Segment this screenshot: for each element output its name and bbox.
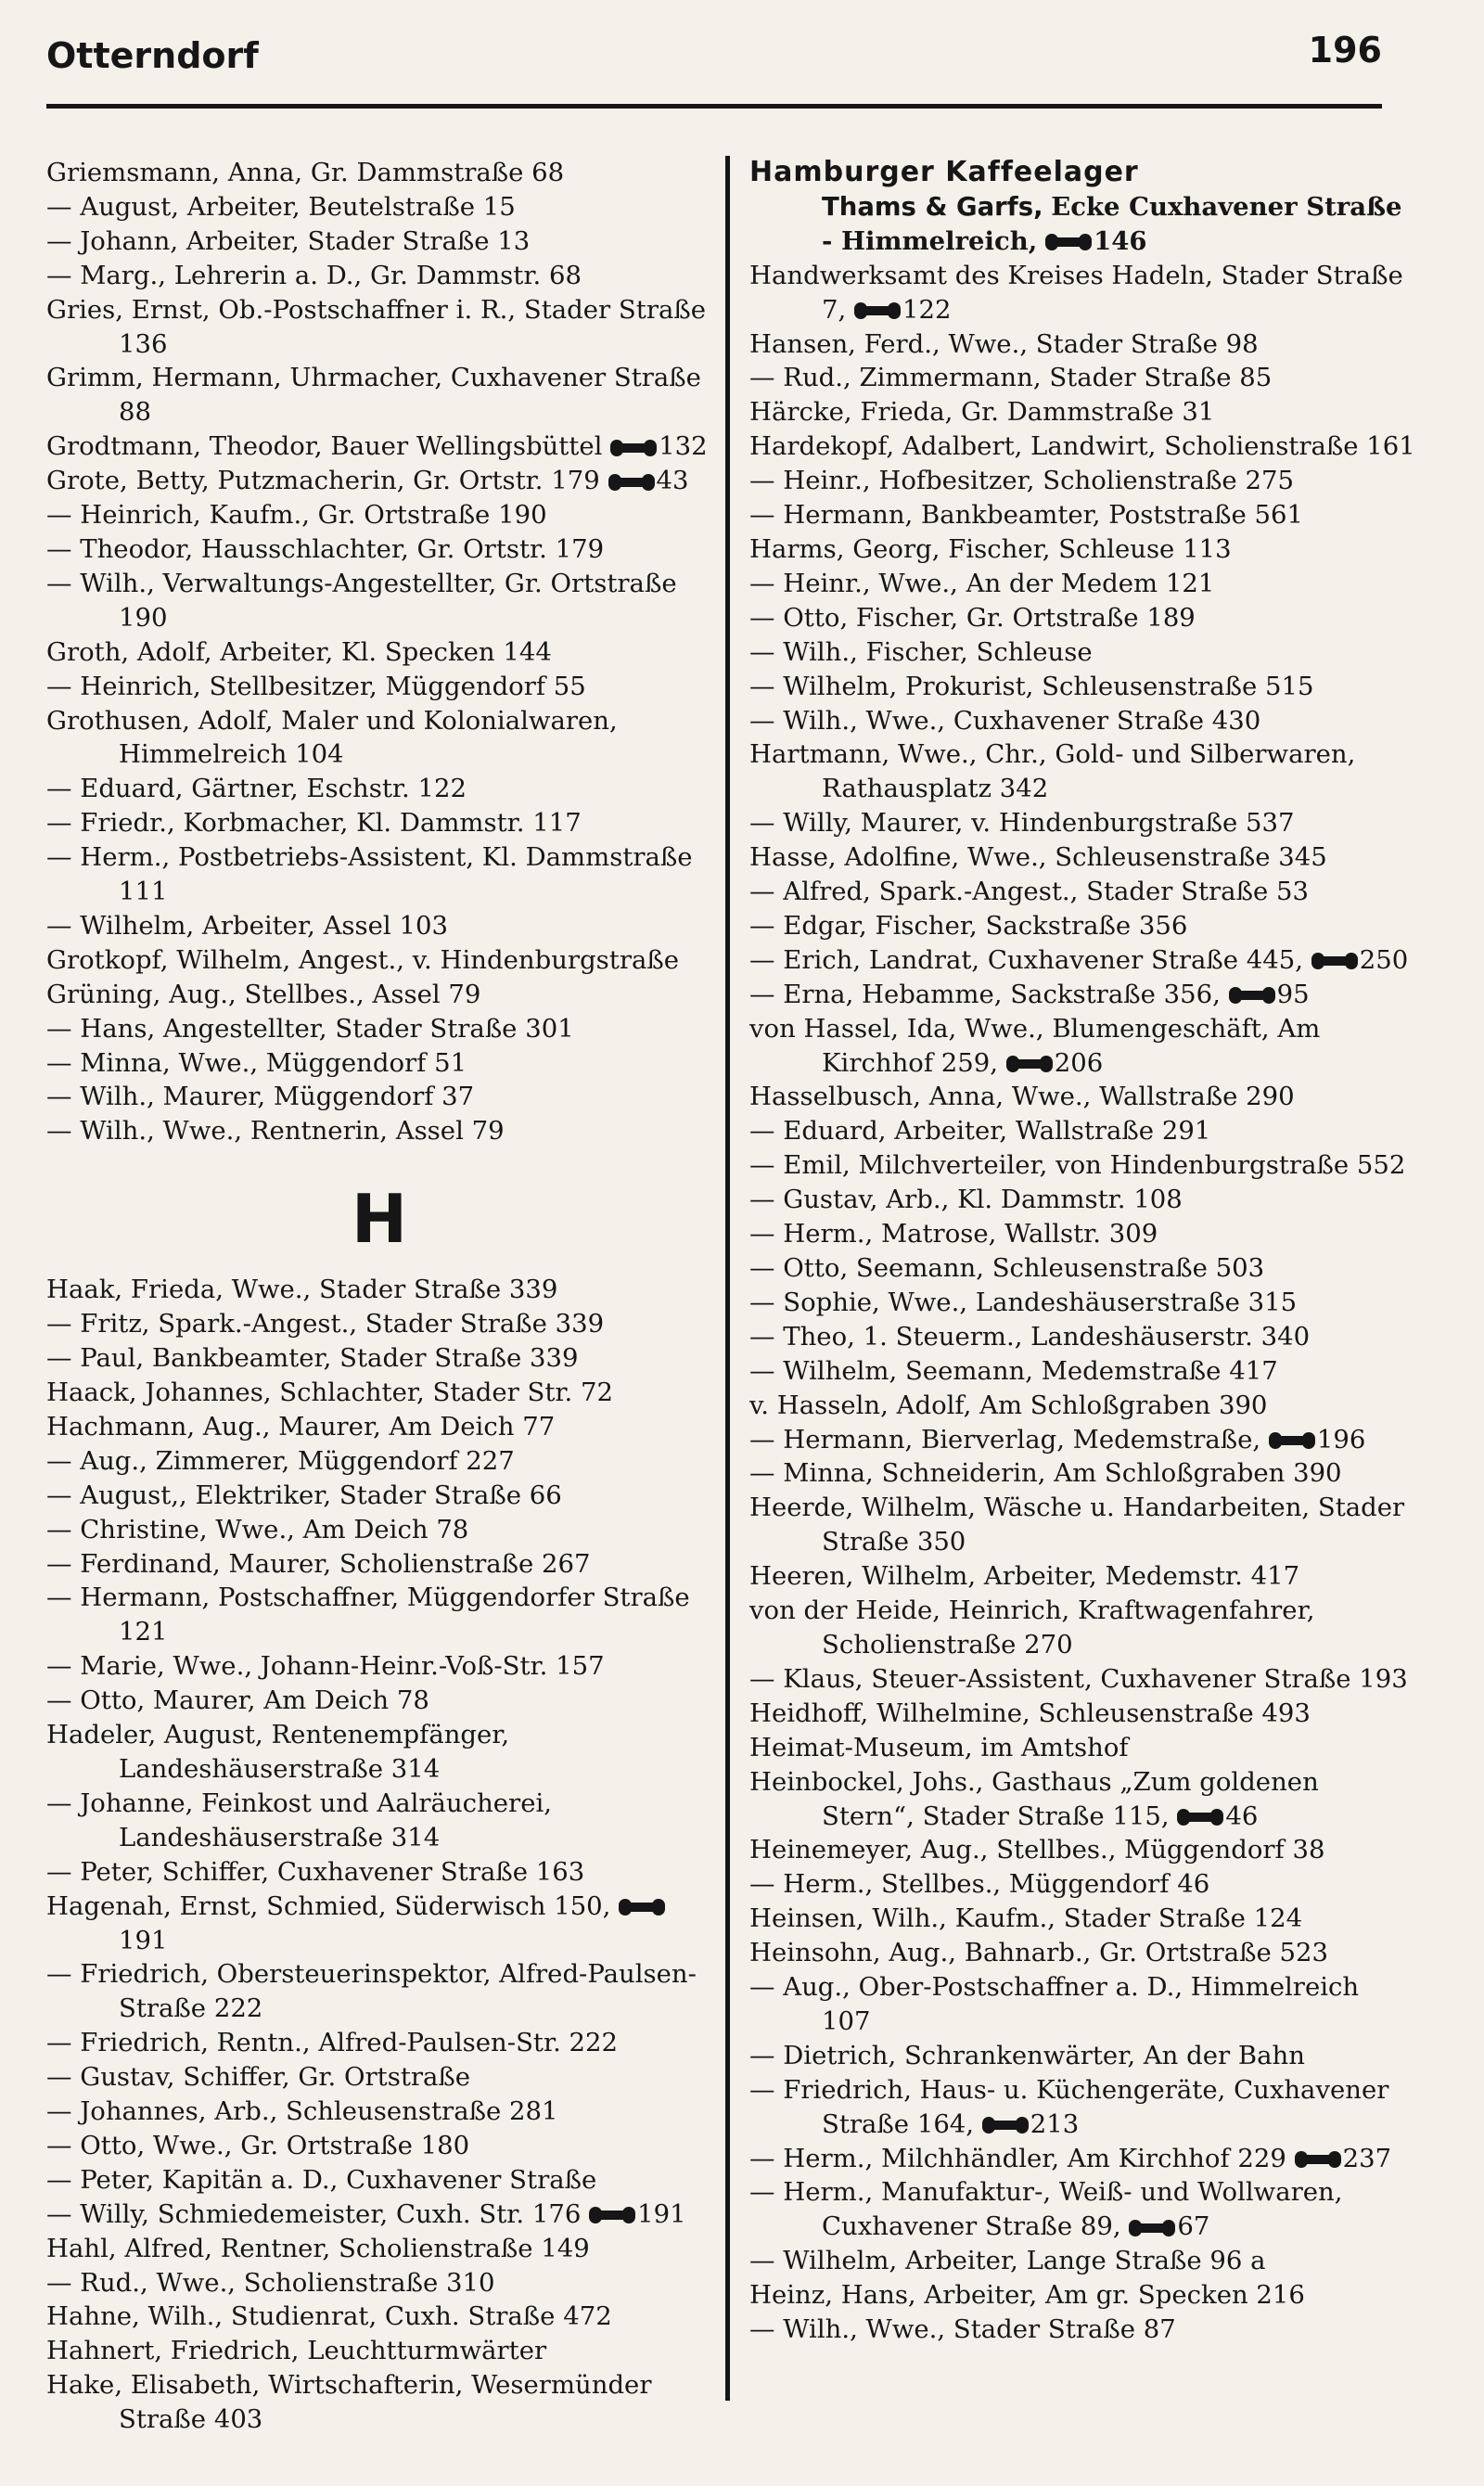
directory-entry (46, 224, 712, 259)
entry-text: Heinsen, Wilh., Kaufm., Stader Straße 124 (749, 1903, 1303, 1934)
entry-text: v. Hasseln, Adolf, Am Schloßgraben 390 (749, 1390, 1268, 1420)
directory-entry (749, 1354, 1415, 1389)
directory-entry (46, 2163, 712, 2198)
directory-entry (749, 1286, 1415, 1320)
entry-text: Hagenah, Ernst, Schmied, Süderwisch 150, (46, 1890, 611, 1921)
entry-text: — Wilh., Wwe., Stader Straße 87 (749, 2314, 1176, 2345)
directory-entry (749, 978, 1415, 1012)
entry-text: — Wilh., Wwe., Cuxhavener Straße 430 (749, 705, 1261, 736)
left-entries-h (46, 1273, 712, 2437)
entry-text: — Johann, Arbeiter, Stader Straße 13 (46, 225, 531, 256)
telephone-receiver-icon (593, 2210, 632, 2220)
entry-text: — Wilhelm, Prokurist, Schleusenstraße 515 (749, 671, 1314, 701)
entry-text: — Herm., Manufaktur-, Weiß- und Wollwaren, Cuxhavener Straße 89, (749, 2177, 1343, 2242)
directory-entry (46, 943, 712, 978)
directory-entry (46, 1114, 712, 1148)
phone-number: 237 (1342, 2143, 1392, 2173)
page-header (46, 30, 1382, 102)
directory-entry (46, 156, 712, 190)
entry-text: Heidhoff, Wilhelmine, Schleusenstraße 493 (749, 1698, 1311, 1728)
right-entries (749, 259, 1415, 2347)
directory-entry (749, 1697, 1415, 1731)
directory-entry (749, 2244, 1415, 2278)
entry-text: — Aug., Zimmerer, Müggendorf 227 (46, 1445, 515, 1476)
entry-text: — Alfred, Spark.-Angest., Stader Straße 53 (749, 877, 1309, 907)
entry-text: — Peter, Kapitän a. D., Cuxhavener Straße (46, 2164, 597, 2195)
entry-text: — Wilhelm, Seemann, Medemstraße 417 (749, 1355, 1278, 1386)
directory-entry (749, 1491, 1415, 1559)
entry-text: Heinemeyer, Aug., Stellbes., Müggendorf 38 (749, 1835, 1325, 1865)
directory-entry (749, 1594, 1415, 1662)
entry-text: — Otto, Seemann, Schleusenstraße 503 (749, 1253, 1265, 1283)
entry-text: Gries, Ernst, Ob.-Postschaffner i. R., Stader Straße 136 (46, 294, 707, 359)
directory-entry (46, 2129, 712, 2163)
directory-entry (749, 361, 1415, 395)
directory-entry (46, 190, 712, 224)
entry-text: — August, Arbeiter, Beutelstraße 15 (46, 191, 516, 222)
directory-entry (749, 327, 1415, 362)
entry-text: — Minna, Schneiderin, Am Schloßgraben 390 (749, 1458, 1342, 1489)
entry-text: — Fritz, Spark.-Angest., Stader Straße 339 (46, 1309, 605, 1339)
entry-text: — Ferdinand, Maurer, Scholienstraße 267 (46, 1548, 591, 1579)
directory-entry (46, 259, 712, 293)
directory-entry (749, 909, 1415, 943)
phone-number: 43 (656, 466, 689, 496)
directory-entry (749, 1970, 1415, 2039)
directory-entry (46, 1080, 712, 1114)
directory-entry (46, 361, 712, 429)
entry-text: — Wilhelm, Arbeiter, Lange Straße 96 a (749, 2246, 1266, 2276)
entry-text: von Hassel, Ida, Wwe., Blumengeschäft, Am Kirchhof 259, (749, 1013, 1321, 1078)
right-column (749, 156, 1415, 2347)
entry-text: — Wilh., Fischer, Schleuse (749, 636, 1093, 667)
directory-entry (749, 2039, 1415, 2073)
telephone-receiver-icon (612, 478, 651, 487)
telephone-receiver-icon (1315, 956, 1354, 966)
page-number: 196 (1308, 30, 1382, 70)
directory-entry (749, 464, 1415, 498)
entry-text: — Otto, Fischer, Gr. Ortstraße 189 (749, 602, 1196, 633)
directory-entry (749, 1389, 1415, 1423)
directory-entry (46, 1444, 712, 1479)
directory-entry (749, 395, 1415, 429)
entry-text: — Eduard, Arbeiter, Wallstraße 291 (749, 1116, 1211, 1147)
entry-text: — Herm., Postbetriebs-Assistent, Kl. Dammstraße 111 (46, 842, 693, 907)
phone-number: 206 (1054, 1047, 1104, 1078)
directory-entry (46, 1273, 712, 1307)
directory-entry (46, 1855, 712, 1890)
entry-text: Haak, Frieda, Wwe., Stader Straße 339 (46, 1275, 558, 1305)
directory-entry (749, 2313, 1415, 2347)
entry-text: Haack, Johannes, Schlachter, Stader Str. 72 (46, 1378, 614, 1407)
entry-text: Grotkopf, Wilhelm, Angest., v. Hindenburgstraße (46, 944, 680, 975)
phone-number: 132 (659, 431, 708, 462)
directory-entry (749, 1114, 1415, 1148)
directory-entry (749, 1662, 1415, 1697)
directory-entry (749, 875, 1415, 909)
entry-text: Heerde, Wilhelm, Wäsche u. Handarbeiten, Stader Straße 350 (749, 1493, 1405, 1557)
directory-entry (749, 1456, 1415, 1491)
directory-entry (749, 1902, 1415, 1936)
entry-text: — August,, Elektriker, Stader Straße 66 (46, 1480, 562, 1510)
entry-text: Heinz, Hans, Arbeiter, Am gr. Specken 216 (749, 2280, 1305, 2311)
entry-text: — Willy, Maurer, v. Hindenburgstraße 537 (749, 808, 1295, 839)
telephone-receiver-icon (614, 443, 653, 453)
entry-text: — Erich, Landrat, Cuxhavener Straße 445, (749, 944, 1303, 975)
telephone-receiver-icon (1233, 991, 1272, 1000)
directory-entry (46, 1787, 712, 1855)
column-divider (725, 156, 730, 2401)
running-head: Otterndorf (46, 35, 259, 76)
entry-text: Hasselbusch, Anna, Wwe., Wallstraße 290 (749, 1082, 1295, 1112)
directory-entry (46, 2060, 712, 2095)
entry-text: Hahl, Alfred, Rentner, Scholienstraße 149 (46, 2233, 590, 2263)
entry-text: — Wilh., Wwe., Rentnerin, Assel 79 (46, 1116, 505, 1147)
directory-entry (46, 1307, 712, 1341)
directory-entry (749, 2073, 1415, 2142)
phone-number: 250 (1359, 944, 1409, 975)
directory-entry (46, 2300, 712, 2334)
left-entries-g (46, 156, 712, 1148)
telephone-receiver-icon (1273, 1436, 1311, 1445)
entry-text: — Gustav, Arb., Kl. Dammstr. 108 (749, 1185, 1183, 1215)
entry-text: — Hermann, Bierverlag, Medemstraße, (749, 1424, 1261, 1454)
directory-entry (749, 635, 1415, 670)
directory-entry (749, 1833, 1415, 1867)
telephone-receiver-icon (1132, 2223, 1171, 2233)
directory-entry (46, 1581, 712, 1649)
phone-number: 46 (1225, 1800, 1259, 1831)
left-column (46, 156, 712, 2437)
directory-entry (749, 498, 1415, 532)
entry-text: Harms, Georg, Fischer, Schleuse 113 (749, 533, 1232, 564)
entry-text: — Friedrich, Haus- u. Küchengeräte, Cuxhavener Straße 164, (749, 2074, 1389, 2139)
directory-entry (749, 1765, 1415, 1834)
directory-entry (46, 1957, 712, 2026)
directory-entry (749, 2175, 1415, 2244)
directory-entry (749, 1217, 1415, 1251)
header-rule (46, 104, 1382, 109)
entry-text: — Edgar, Fischer, Sackstraße 356 (749, 910, 1188, 941)
telephone-receiver-icon (1010, 1059, 1049, 1069)
directory-entry (46, 293, 712, 362)
directory-entry (46, 635, 712, 670)
directory-entry (749, 259, 1415, 327)
entry-text: Hachmann, Aug., Maurer, Am Deich 77 (46, 1411, 556, 1442)
directory-entry (749, 1731, 1415, 1765)
entry-text: — Herm., Milchhändler, Am Kirchhof 229 (749, 2143, 1286, 2173)
telephone-receiver-icon (622, 1903, 661, 1912)
entry-text: Grüning, Aug., Stellbes., Assel 79 (46, 979, 481, 1009)
entry-text: Handwerksamt des Kreises Hadeln, Stader Straße 7, (749, 260, 1403, 325)
directory-entry (46, 498, 712, 532)
entry-text: — Hermann, Bankbeamter, Poststraße 561 (749, 500, 1303, 531)
entry-text: — Herm., Stellbes., Müggendorf 46 (749, 1869, 1210, 1900)
entry-text: — Friedrich, Rentn., Alfred-Paulsen-Str. 222 (46, 2028, 619, 2058)
directory-entry (46, 1479, 712, 1513)
directory-entry (46, 532, 712, 567)
directory-entry (46, 1890, 712, 1958)
directory-entry (46, 670, 712, 704)
directory-entry (749, 532, 1415, 567)
telephone-receiver-icon (986, 2121, 1025, 2130)
entry-text: — Heinrich, Kaufm., Gr. Ortstraße 190 (46, 500, 547, 531)
directory-entry (46, 1410, 712, 1444)
directory-entry (749, 1148, 1415, 1183)
entry-text: — Erna, Hebamme, Sackstraße 356, (749, 979, 1221, 1009)
entry-text: — Peter, Schiffer, Cuxhavener Straße 163 (46, 1856, 585, 1887)
entry-text: — Theo, 1. Steuerm., Landeshäuserstr. 340 (749, 1321, 1311, 1352)
entry-text: — Otto, Maurer, Am Deich 78 (46, 1685, 429, 1716)
entry-text: — Hermann, Postschaffner, Müggendorfer Straße 121 (46, 1583, 690, 1647)
entry-text: Härcke, Frieda, Gr. Dammstraße 31 (749, 397, 1215, 428)
entry-text: Hahnert, Friedrich, Leuchtturmwärter (46, 2336, 547, 2366)
phone-number: 213 (1030, 2108, 1080, 2139)
entry-text: — Wilh., Maurer, Müggendorf 37 (46, 1082, 475, 1112)
directory-entry (46, 567, 712, 635)
entry-text: Grote, Betty, Putzmacherin, Gr. Ortstr. 179 (46, 466, 600, 496)
directory-entry (46, 464, 712, 498)
directory-entry (46, 1376, 712, 1410)
directory-entry (46, 429, 712, 464)
entry-text: — Willy, Schmiedemeister, Cuxh. Str. 176 (46, 2198, 582, 2229)
directory-entry (46, 704, 712, 773)
entry-text: — Wilhelm, Arbeiter, Assel 103 (46, 910, 448, 941)
directory-entry (46, 1341, 712, 1376)
phone-number: 67 (1177, 2211, 1210, 2242)
entry-text: — Wilh., Verwaltungs-Angestellter, Gr. Ortstraße 190 (46, 568, 677, 633)
entry-text: — Dietrich, Schrankenwärter, An der Bahn (749, 2040, 1305, 2070)
section-letter-heading: H (351, 1180, 408, 1259)
directory-entry (46, 2334, 712, 2368)
entry-text: Hasse, Adolfine, Wwe., Schleusenstraße 345 (749, 842, 1327, 873)
entry-text: — Christine, Wwe., Am Deich 78 (46, 1514, 469, 1544)
entry-text: Griemsmann, Anna, Gr. Dammstraße 68 (46, 158, 565, 187)
entry-text: Hahne, Wilh., Studienrat, Cuxh. Straße 472 (46, 2301, 612, 2332)
entry-text: Groth, Adolf, Arbeiter, Kl. Specken 144 (46, 636, 552, 667)
firm-street: Ecke Cuxhavener Straße - Himmelreich, (822, 191, 1402, 256)
directory-entry (749, 1080, 1415, 1114)
directory-entry (749, 2278, 1415, 2313)
directory-entry (46, 909, 712, 943)
directory-entry (46, 1718, 712, 1787)
directory-entry (46, 1046, 712, 1081)
phone-number: 196 (1316, 1424, 1366, 1454)
directory-entry (46, 1012, 712, 1046)
entry-text: Hake, Elisabeth, Wirtschafterin, Wesermünder Straße 403 (46, 2370, 652, 2435)
entry-text: — Theodor, Hausschlachter, Gr. Ortstr. 179 (46, 533, 605, 564)
directory-entry (749, 1251, 1415, 1286)
directory-entry (749, 943, 1415, 978)
directory-entry (46, 1649, 712, 1684)
entry-text: — Hans, Angestellter, Stader Straße 301 (46, 1013, 574, 1044)
entry-text: — Friedrich, Obersteuerinspektor, Alfred-Paulsen-Straße 222 (46, 1959, 697, 2024)
telephone-receiver-icon (858, 306, 897, 315)
directory-entry (46, 2198, 712, 2232)
directory-entry (749, 1559, 1415, 1594)
directory-entry (46, 2095, 712, 2129)
entry-text: — Minna, Wwe., Müggendorf 51 (46, 1047, 467, 1078)
directory-entry (749, 2142, 1415, 2176)
entry-text: — Rud., Zimmermann, Stader Straße 85 (749, 363, 1273, 393)
entry-text: — Rud., Wwe., Scholienstraße 310 (46, 2267, 495, 2298)
firm-owner: Thams & Garfs, (822, 191, 1043, 222)
directory-entry (46, 772, 712, 806)
entry-text: — Sophie, Wwe., Landeshäuserstraße 315 (749, 1287, 1298, 1317)
entry-text: Grimm, Hermann, Uhrmacher, Cuxhavener Straße 88 (46, 363, 701, 428)
entry-text: — Paul, Bankbeamter, Stader Straße 339 (46, 1343, 579, 1374)
entry-text: Hadeler, August, Rentenempfänger, Landeshäuserstraße 314 (46, 1720, 510, 1784)
directory-entry (749, 601, 1415, 635)
directory-entry (46, 806, 712, 840)
entry-text: — Heinr., Wwe., An der Medem 121 (749, 568, 1215, 598)
directory-entry (749, 1423, 1415, 1457)
phone-number: 191 (637, 2198, 686, 2229)
directory-entry (749, 806, 1415, 840)
phone-number: 191 (119, 1925, 168, 1955)
directory-entry (46, 978, 712, 1012)
directory-entry (749, 670, 1415, 704)
entry-text: Hansen, Ferd., Wwe., Stader Straße 98 (749, 328, 1259, 359)
directory-entry (749, 1320, 1415, 1354)
entry-text: — Marg., Lehrerin a. D., Gr. Dammstr. 68 (46, 260, 582, 290)
directory-entry (749, 1867, 1415, 1902)
telephone-receiver-icon (1049, 237, 1088, 247)
entry-text: Heinsohn, Aug., Bahnarb., Gr. Ortstraße 523 (749, 1938, 1329, 1968)
directory-entry (749, 704, 1415, 738)
directory-entry (749, 1012, 1415, 1081)
entry-text: Hartmann, Wwe., Chr., Gold- und Silberwaren, Rathausplatz 342 (749, 739, 1356, 804)
entry-text: — Heinr., Hofbesitzer, Scholienstraße 275 (749, 466, 1294, 496)
entry-text: — Eduard, Gärtner, Eschstr. 122 (46, 774, 467, 804)
directory-entry (46, 2266, 712, 2300)
entry-text: — Emil, Milchverteiler, von Hindenburgstraße 552 (749, 1150, 1406, 1181)
directory-entry (749, 567, 1415, 601)
entry-text: — Gustav, Schiffer, Gr. Ortstraße (46, 2062, 471, 2093)
directory-entry (749, 1936, 1415, 1970)
phone-number: 122 (902, 294, 952, 325)
entry-text: Heimat-Museum, im Amtshof (749, 1732, 1129, 1762)
directory-entry (46, 2026, 712, 2060)
directory-entry (749, 429, 1415, 464)
directory-entry (46, 840, 712, 909)
directory-entry (46, 2232, 712, 2266)
entry-text: Grothusen, Adolf, Maler und Kolonialwaren, Himmelreich 104 (46, 705, 618, 770)
entry-text: — Heinrich, Stellbesitzer, Müggendorf 55 (46, 671, 586, 701)
telephone-receiver-icon (1298, 2155, 1337, 2164)
telephone-receiver-icon (1181, 1813, 1220, 1822)
entry-text: — Marie, Wwe., Johann-Heinr.-Voß-Str. 157 (46, 1651, 605, 1682)
directory-entry (749, 1183, 1415, 1217)
entry-text: Hardekopf, Adalbert, Landwirt, Scholienstraße 161 (749, 431, 1415, 462)
directory-entry (46, 1547, 712, 1582)
firm-advertisement-entry (749, 156, 1415, 259)
entry-text: — Friedr., Korbmacher, Kl. Dammstr. 117 (46, 808, 582, 839)
entry-text: Grodtmann, Theodor, Bauer Wellingsbüttel (46, 431, 603, 462)
entry-text: — Johannes, Arb., Schleusenstraße 281 (46, 2096, 558, 2127)
entry-text: — Aug., Ober-Postschaffner a. D., Himmelreich 107 (749, 1972, 1360, 2036)
firm-phone-number: 146 (1094, 225, 1147, 256)
phone-number: 95 (1276, 979, 1310, 1009)
entry-text: Heinbockel, Johs., Gasthaus „Zum goldenen Stern“, Stader Straße 115, (749, 1766, 1319, 1831)
firm-name: Hamburger Kaffeelager (749, 156, 1139, 188)
directory-entry (46, 1513, 712, 1547)
directory-entry (749, 737, 1415, 806)
entry-text: — Otto, Wwe., Gr. Ortstraße 180 (46, 2130, 470, 2160)
directory-entry (46, 1684, 712, 1718)
entry-text: von der Heide, Heinrich, Kraftwagenfahrer, Scholienstraße 270 (749, 1595, 1315, 1659)
entry-text: — Johanne, Feinkost und Aalräucherei, Landeshäuserstraße 314 (46, 1788, 553, 1852)
directory-entry (749, 840, 1415, 875)
directory-entry (46, 2368, 712, 2437)
entry-text: — Herm., Matrose, Wallstr. 309 (749, 1219, 1158, 1249)
entry-text: — Klaus, Steuer-Assistent, Cuxhavener Straße 193 (749, 1663, 1408, 1694)
entry-text: Heeren, Wilhelm, Arbeiter, Medemstr. 417 (749, 1561, 1300, 1592)
